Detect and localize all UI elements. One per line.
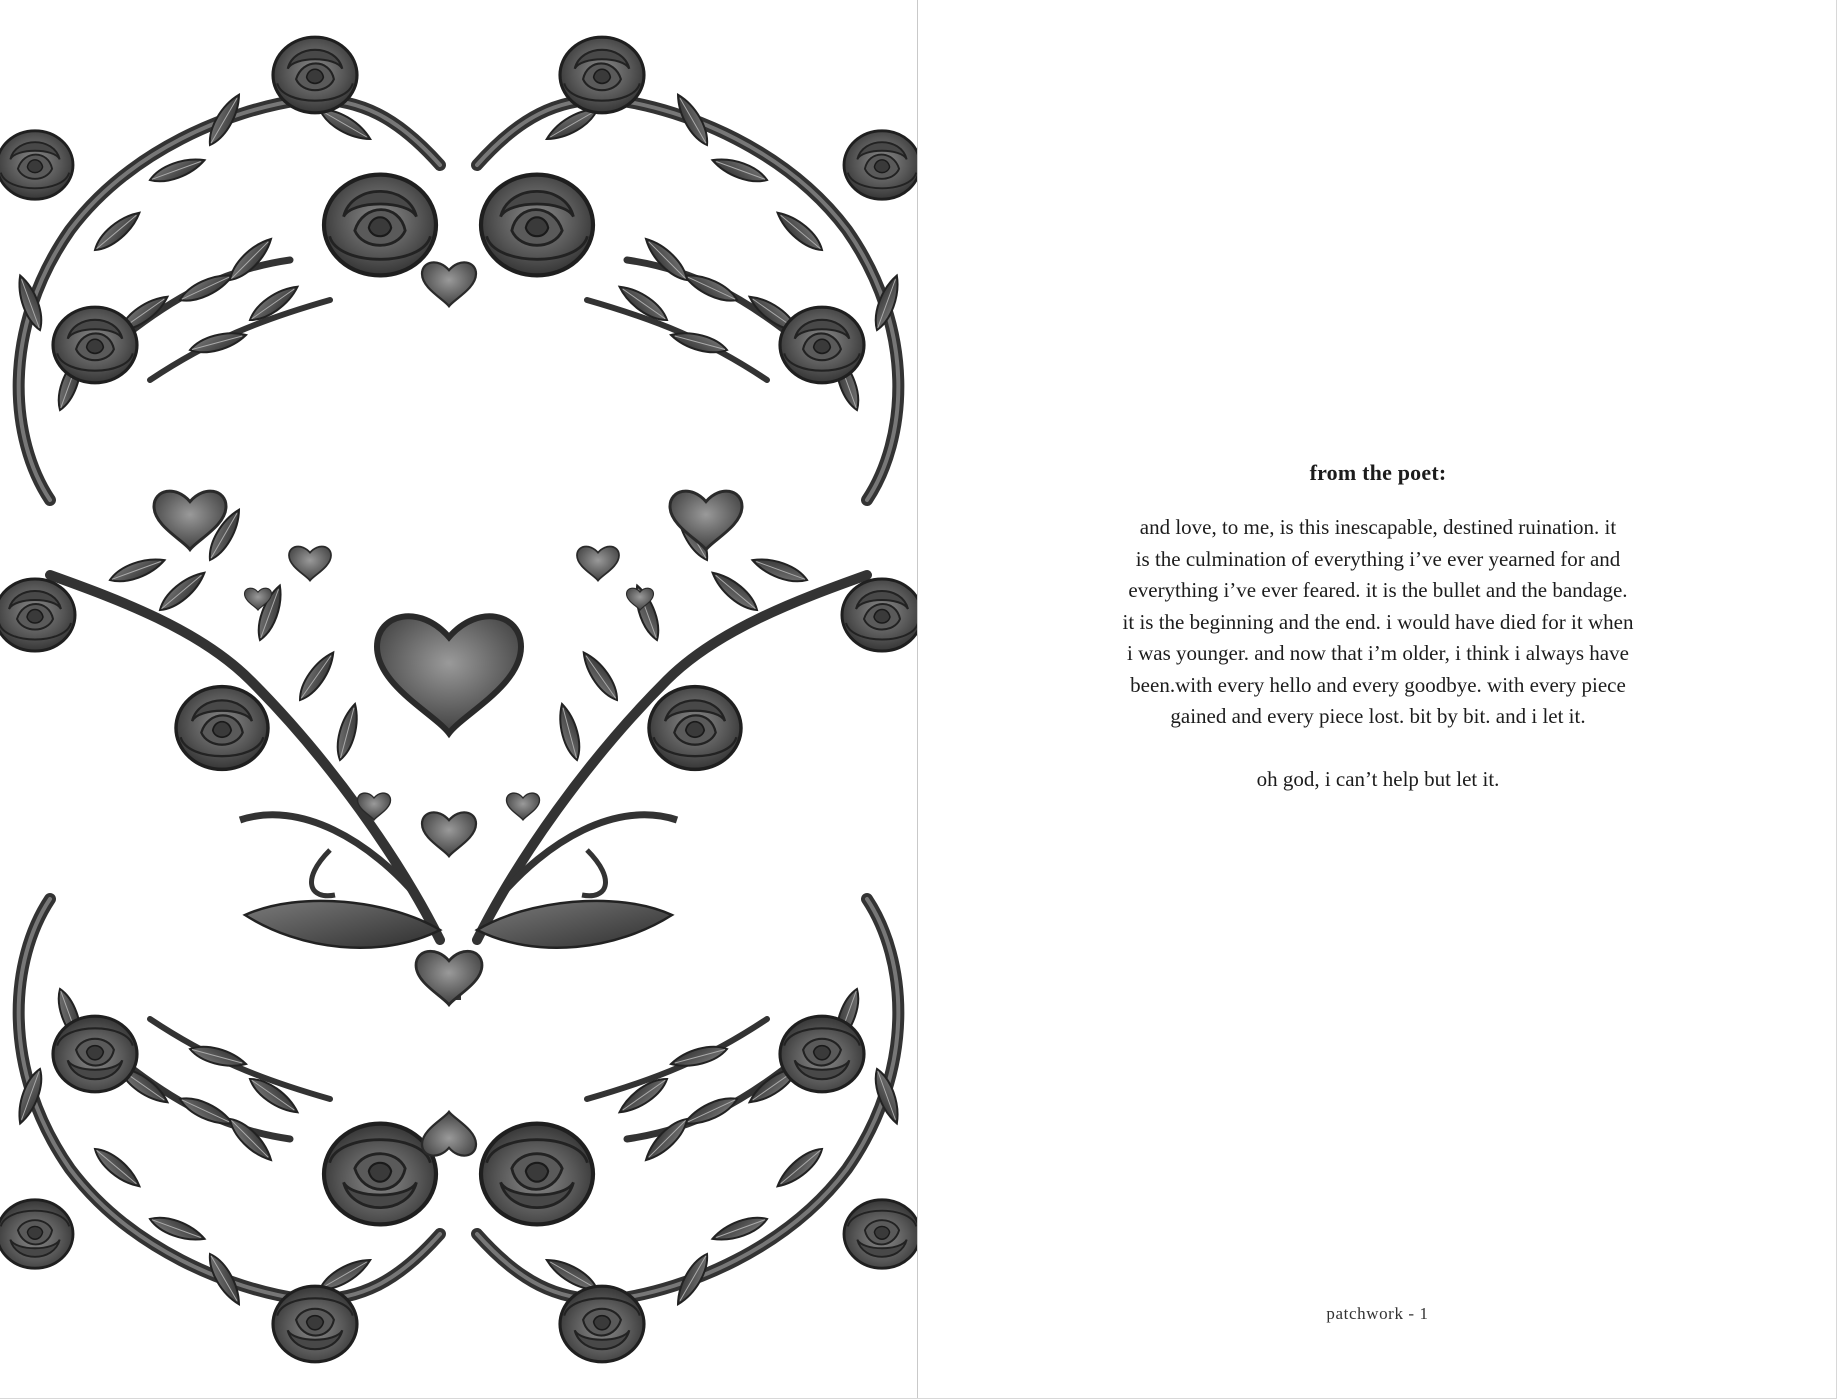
poet-note bbox=[988, 460, 1768, 795]
bouquet bbox=[0, 491, 917, 1005]
heart-icon bbox=[377, 616, 521, 733]
note-line: it is the beginning and the end. i would have died for it when bbox=[1122, 609, 1634, 634]
heart-icon bbox=[289, 547, 331, 581]
floral-illustration bbox=[0, 0, 917, 1399]
note-line: everything i’ve ever feared. it is the bullet and the bandage. bbox=[1128, 578, 1628, 602]
right-page bbox=[918, 0, 1837, 1399]
heart-icon bbox=[422, 1112, 476, 1156]
rose-icon bbox=[477, 37, 917, 500]
paragraph-gap bbox=[988, 733, 1768, 764]
heart-icon bbox=[416, 951, 482, 1005]
note-line: i was younger. and now that i’m older, i think i always have bbox=[1127, 641, 1629, 665]
heart-icon bbox=[422, 812, 476, 856]
note-line: and love, to me, is this inescapable, destined ruination. it bbox=[1139, 515, 1617, 539]
page-folio: patchwork - 1 bbox=[1326, 1304, 1429, 1323]
closing-line: oh god, i can’t help but let it. bbox=[1256, 766, 1500, 791]
left-page bbox=[0, 0, 917, 1399]
note-line: is the culmination of everything i’ve ever yearned for and bbox=[1135, 546, 1621, 571]
note-line: been.with every hello and every goodbye. with every piece bbox=[1130, 672, 1626, 697]
heart-icon bbox=[507, 793, 540, 820]
heart-icon bbox=[577, 547, 619, 581]
heart-icon bbox=[422, 262, 476, 306]
note-heading: from the poet: bbox=[1309, 460, 1447, 485]
rose-icon bbox=[0, 899, 440, 1362]
heart-icon bbox=[670, 491, 742, 549]
rose-icon bbox=[477, 899, 917, 1362]
note-line: gained and every piece lost. bit by bit. and i let it. bbox=[1170, 704, 1586, 728]
rose-icon bbox=[0, 37, 440, 500]
